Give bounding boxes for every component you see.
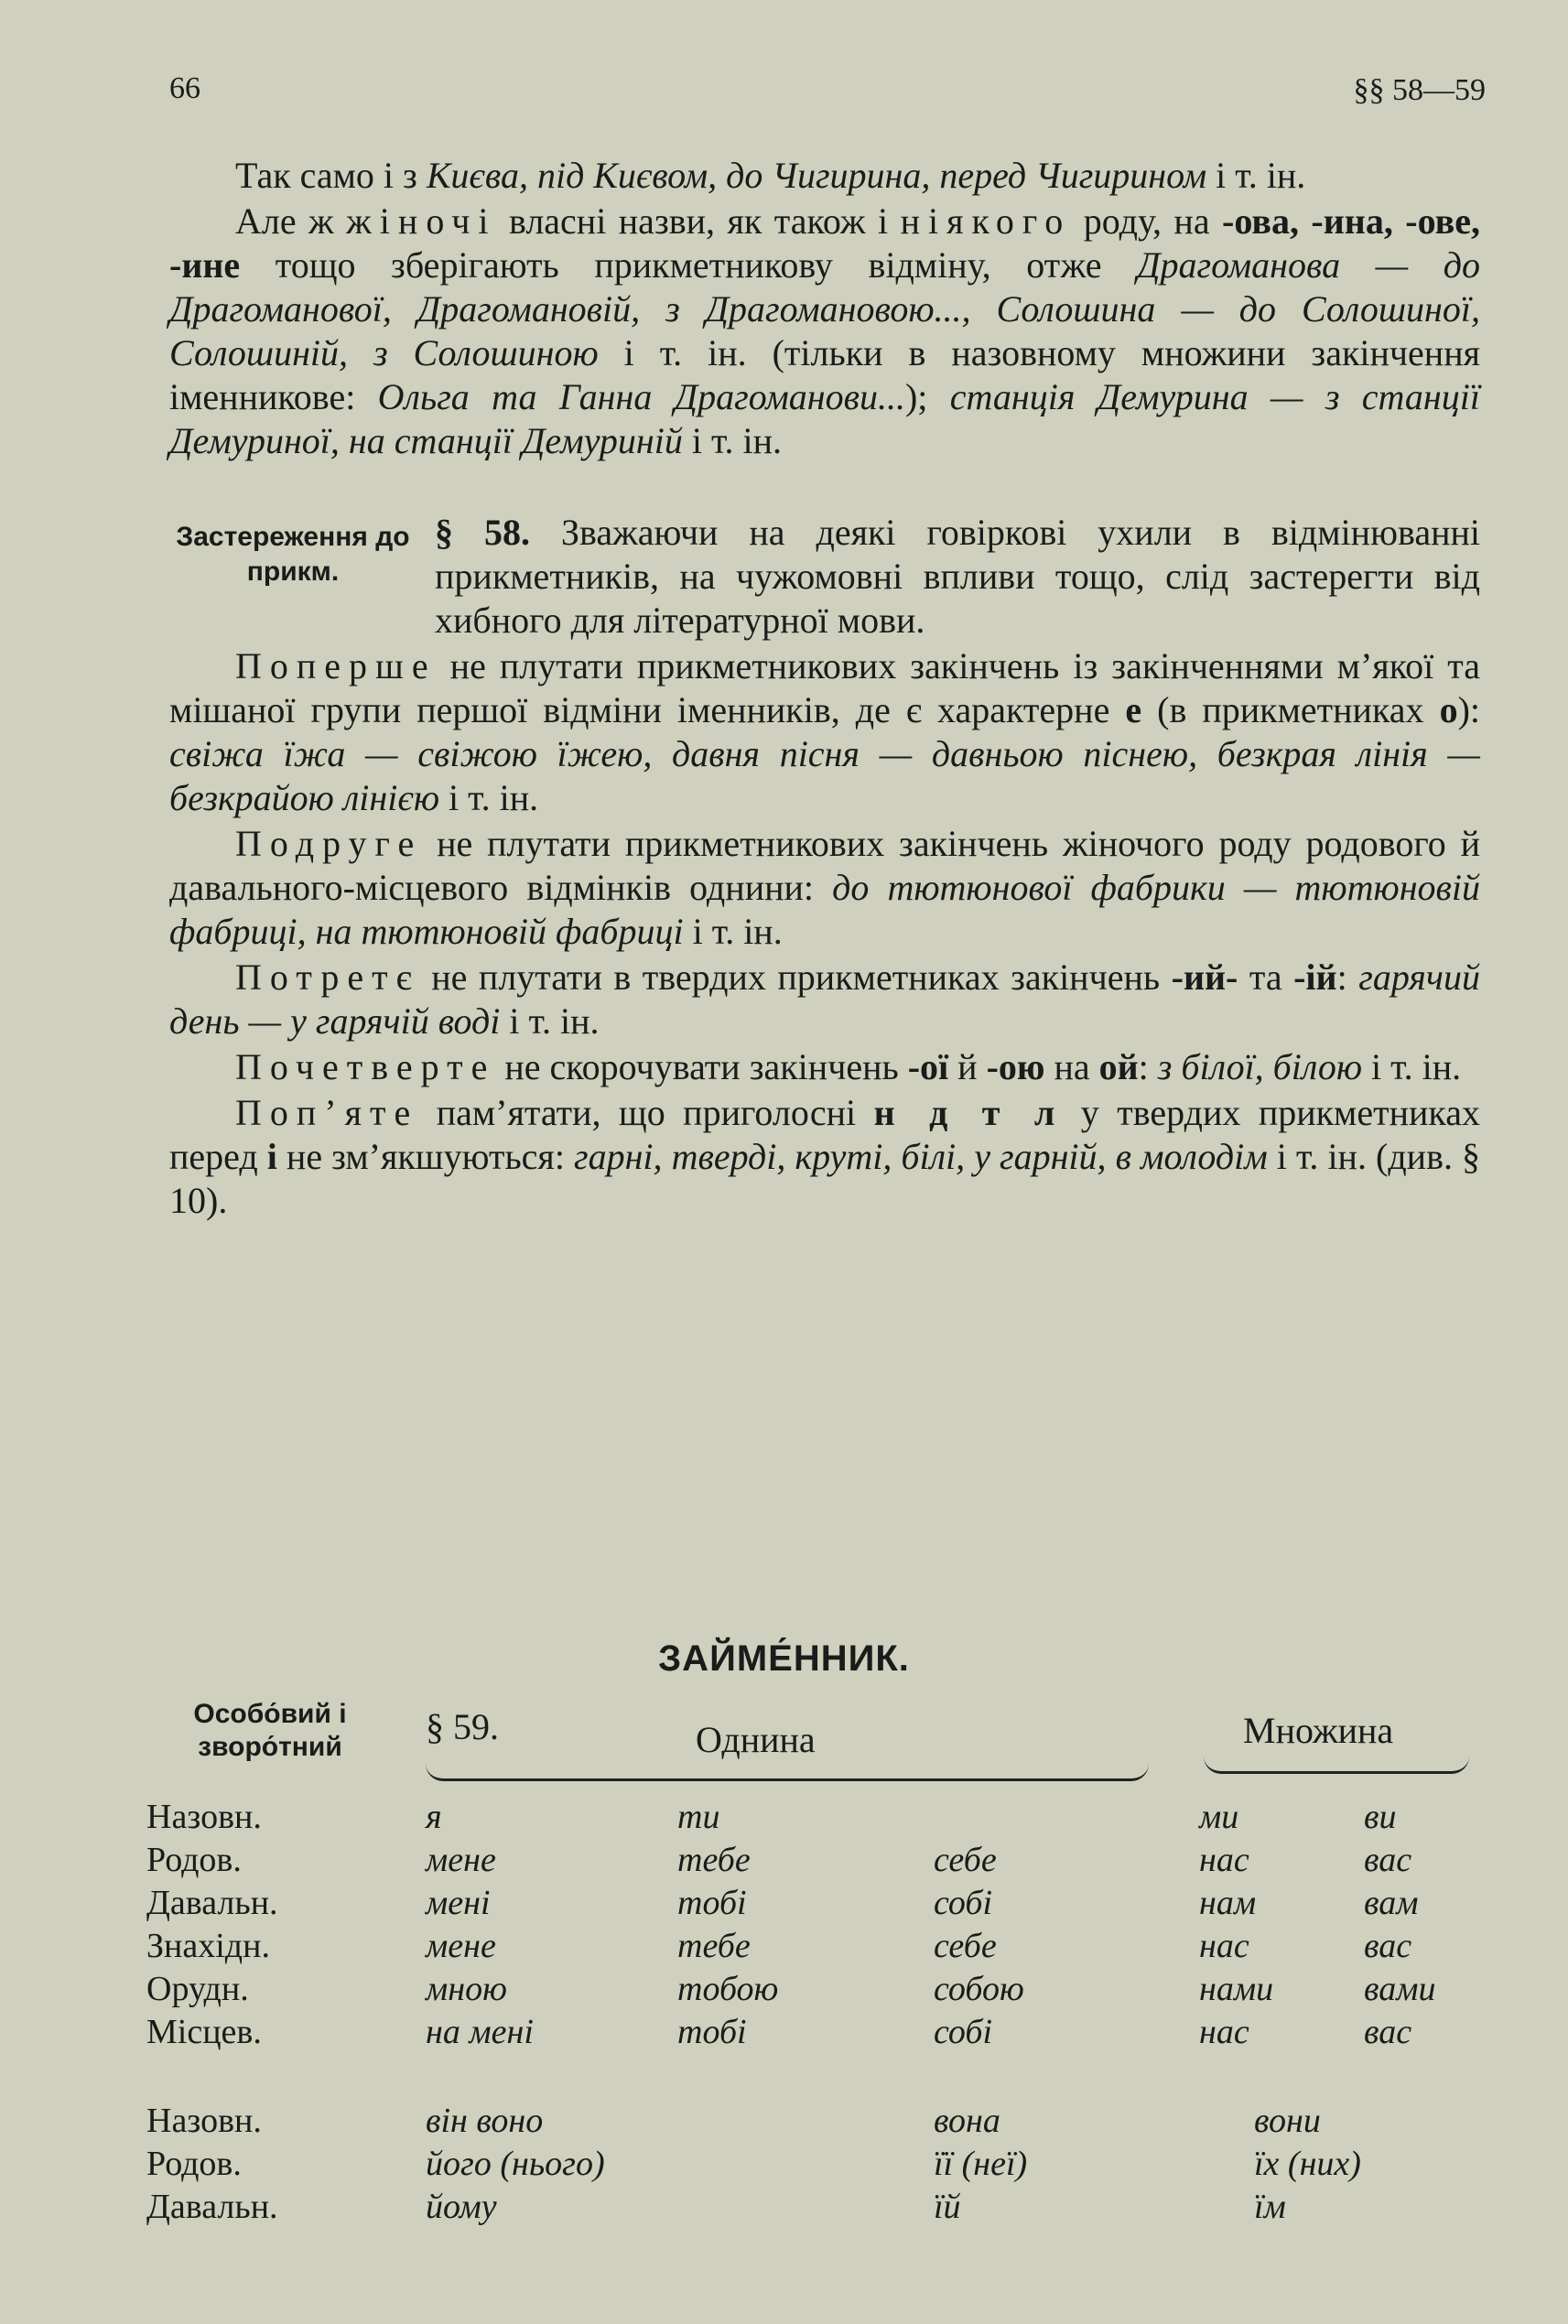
paragraph-1: Так само і з Києва, під Києвом, до Чигирина, перед Чигирином і т. ін. [235,155,1306,196]
paragraph-first: Поперше не плутати прикметникових закінчень із закінченнями м’якої та мішаної групи першої відміни іменників, де є характерне е (в прикметниках о): свіжа їжа — свіжою їжею, давня пісня — давньою піснею, безкрая лінія — безкрайою лінією і т. ін. [169,645,1480,818]
table-row: Місцев. на мені тобі собі нас вас [146,2013,1412,2051]
table-row: Давальн. мені тобі собі нам вам [146,1884,1419,1922]
section-range: §§ 58—59 [1353,73,1486,107]
section-59-label: § 59. [426,1706,499,1747]
singular-header: Однина [696,1719,816,1760]
table-row: Давальн. йому їй їм [146,2188,1286,2226]
table-row: Родов. мене тебе себе нас вас [146,1841,1412,1879]
paragraph-fourth: Почетверте не скорочувати закінчень -ої й -ою на ой: з білої, білою і т. ін. [235,1046,1462,1087]
table-row: Родов. його (нього) її (неї) їх (них) [146,2145,1361,2183]
page-header [169,71,1486,117]
paragraph-third: Потретє не плутати в твердих прикметниках закінчень -ий- та -ій: гарячий день — у гарячій воді і т. ін. [169,957,1480,1042]
table-row: Орудн. мною тобою собою нами вами [146,1970,1436,2008]
pronoun-heading: ЗАЙМЕ́ННИК. [658,1638,910,1679]
page-number: 66 [169,71,200,105]
margin-note: Застереження до прикм. [176,522,410,587]
section-58 [169,511,1480,643]
margin-note-pronoun: Особо́вий і зворо́тний [193,1699,347,1762]
paragraph-second: Подруге не плутати прикметникових закінчень жіночого роду родового й давального-місцевого відмінків однини: до тютюнової фабрики — тютюновій фабриці, на тютюновій фабриці і т. ін. [169,823,1481,952]
section-58-intro: § 58. Зважаючи на деякі говіркові ухили в відмінюванні прикметників, на чужомовні впливи тощо, слід застерегти від хибного для літературної мови. [435,512,1481,641]
table-row: Назовн. він воно вона вони [146,2102,1321,2140]
singular-brace [426,1764,1149,1781]
paragraph-fifth: Поп’яте пам’ятати, що приголосні н д т л у твердих прикметниках перед і не зм’якшуються: гарні, тверді, круті, білі, у гарній, в молодім і т. ін. (див. § 10). [169,1092,1481,1221]
plural-header: Множина [1243,1710,1394,1751]
table-row: Знахідн. мене тебе себе нас вас [146,1927,1412,1965]
plural-brace [1204,1757,1469,1774]
table-row: Назовн. я ти ми ви [146,1798,1397,1836]
paragraph-2: Але ж жіночі власні назви, як також і ніякого роду, на -ова, -ина, -ове, -ине тощо зберігають прикметникову відміну, отже Драгоманова — до Драгоманової, Драгомановій, з Драгомановою..., Солошина — до Солошиної, Солошиній, з Солошиною і т. ін. (тільки в назовному множини закінчення іменникове: Ольга та Ганна Драгоманови...); станція Демурина — з станції Демуриної, на станції Демуриній і т. ін. [169,200,1481,461]
main-text [169,154,1480,1225]
